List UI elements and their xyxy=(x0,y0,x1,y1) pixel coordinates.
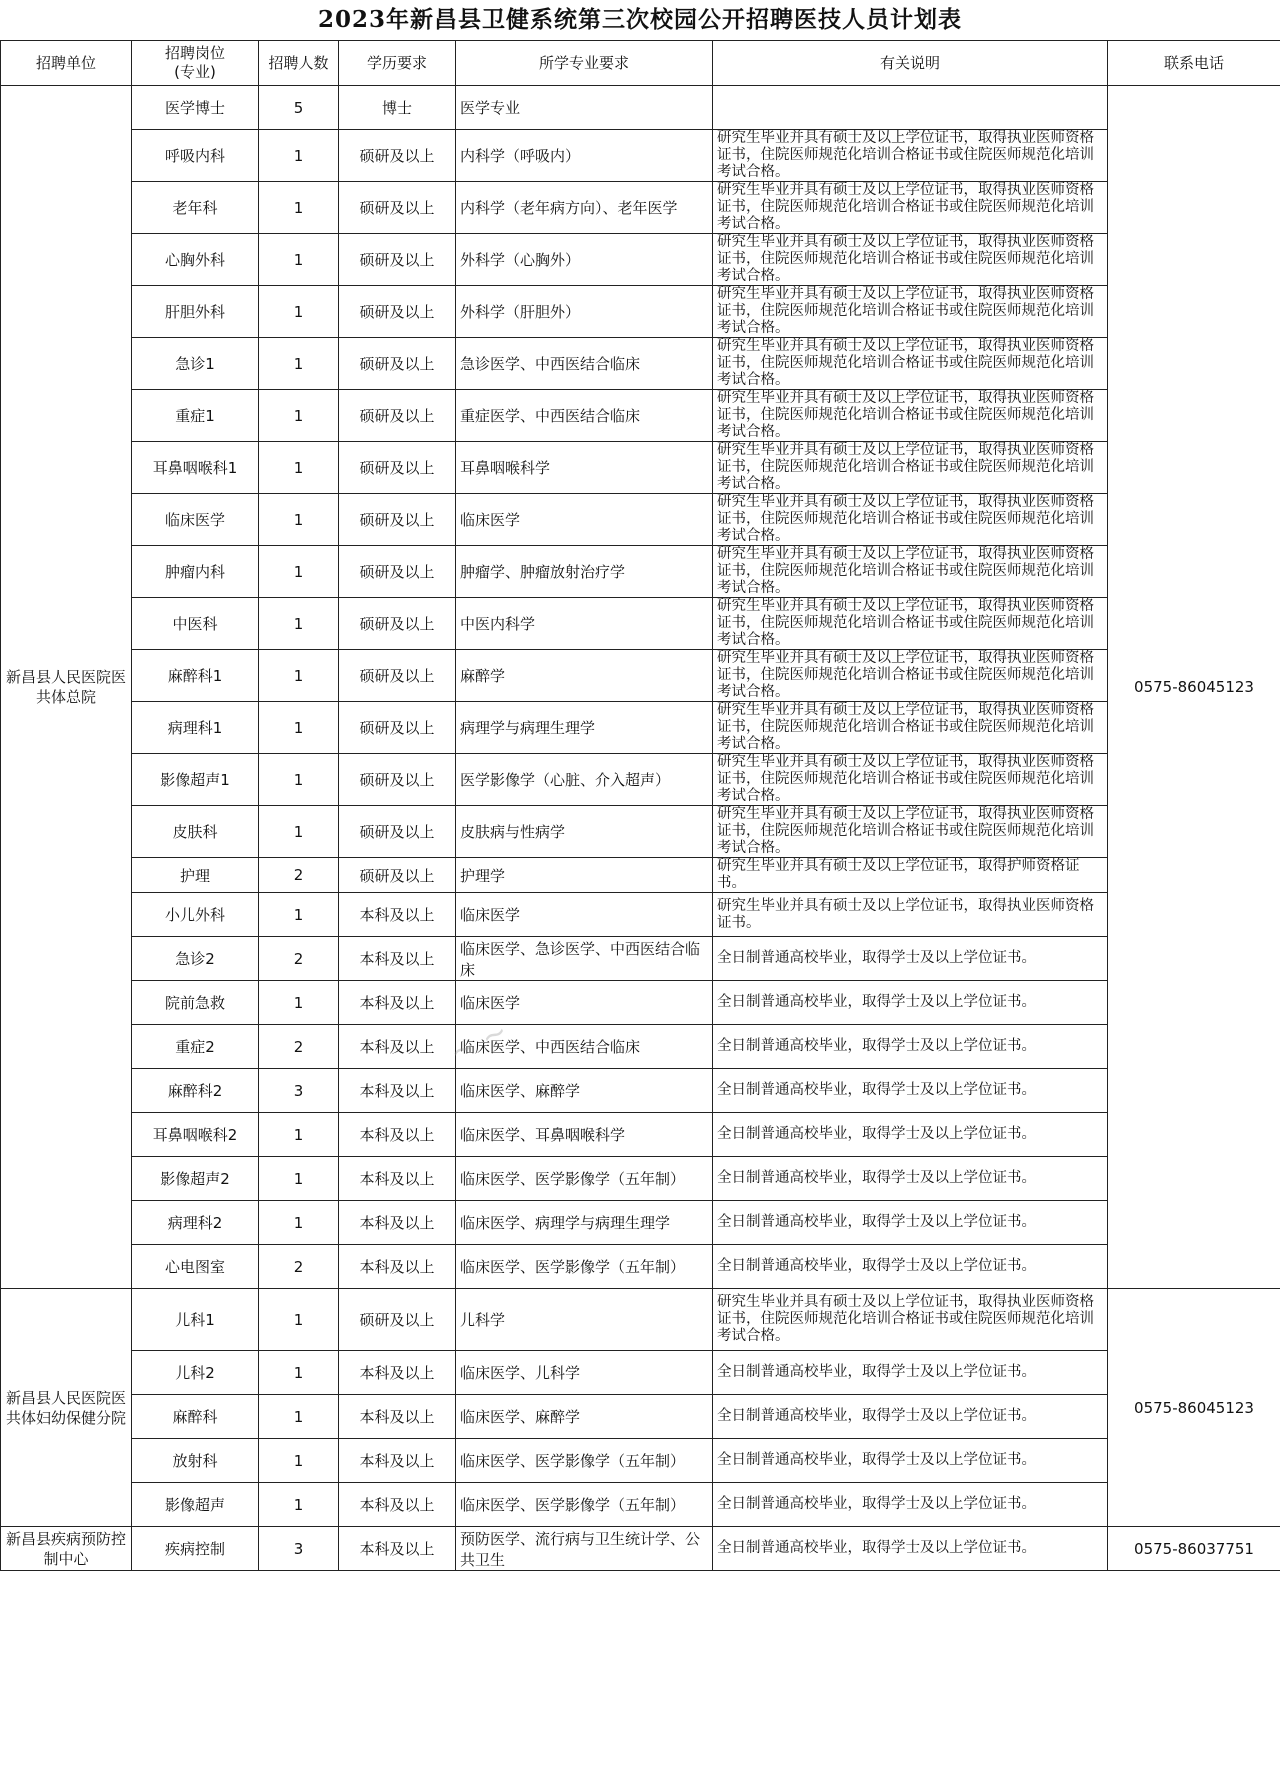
notes-cell: 研究生毕业并具有硕士及以上学位证书，取得执业医师资格证书，住院医师规范化培训合格证书或住院医师规范化培训考试合格。 xyxy=(713,130,1108,182)
position-cell: 病理科1 xyxy=(132,702,259,754)
position-cell: 小儿外科 xyxy=(132,893,259,937)
position-cell: 重症2 xyxy=(132,1025,259,1069)
table-row xyxy=(1,650,1280,702)
education-cell: 本科及以上 xyxy=(339,1483,456,1527)
header-phone: 联系电话 xyxy=(1108,41,1280,86)
count-cell: 1 xyxy=(259,546,339,598)
education-cell: 硕研及以上 xyxy=(339,338,456,390)
notes-cell: 研究生毕业并具有硕士及以上学位证书，取得执业医师资格证书，住院医师规范化培训合格证书或住院医师规范化培训考试合格。 xyxy=(713,494,1108,546)
major-cell: 临床医学、急诊医学、中西医结合临床 xyxy=(456,937,713,981)
notes-cell: 研究生毕业并具有硕士及以上学位证书，取得执业医师资格证书，住院医师规范化培训合格证书或住院医师规范化培训考试合格。 xyxy=(713,546,1108,598)
recruitment-table xyxy=(0,40,1280,1571)
education-cell: 本科及以上 xyxy=(339,1395,456,1439)
table-row xyxy=(1,1395,1280,1439)
position-cell: 临床医学 xyxy=(132,494,259,546)
count-cell: 1 xyxy=(259,702,339,754)
major-cell: 医学影像学（心脏、介入超声） xyxy=(456,754,713,806)
notes-cell: 全日制普通高校毕业，取得学士及以上学位证书。 xyxy=(713,1113,1108,1157)
major-cell: 中医内科学 xyxy=(456,598,713,650)
notes-cell: 全日制普通高校毕业，取得学士及以上学位证书。 xyxy=(713,981,1108,1025)
table-row xyxy=(1,1113,1280,1157)
count-cell: 1 xyxy=(259,1157,339,1201)
notes-cell: 研究生毕业并具有硕士及以上学位证书，取得执业医师资格证书，住院医师规范化培训合格证书或住院医师规范化培训考试合格。 xyxy=(713,806,1108,858)
education-cell: 硕研及以上 xyxy=(339,182,456,234)
major-cell: 临床医学、麻醉学 xyxy=(456,1069,713,1113)
position-cell: 耳鼻咽喉科1 xyxy=(132,442,259,494)
count-cell: 1 xyxy=(259,390,339,442)
position-cell: 影像超声1 xyxy=(132,754,259,806)
notes-cell: 全日制普通高校毕业，取得学士及以上学位证书。 xyxy=(713,1245,1108,1289)
position-cell: 中医科 xyxy=(132,598,259,650)
major-cell: 肿瘤学、肿瘤放射治疗学 xyxy=(456,546,713,598)
header-education: 学历要求 xyxy=(339,41,456,86)
position-cell: 肿瘤内科 xyxy=(132,546,259,598)
education-cell: 本科及以上 xyxy=(339,1069,456,1113)
position-cell: 心电图室 xyxy=(132,1245,259,1289)
notes-cell: 研究生毕业并具有硕士及以上学位证书，取得执业医师资格证书，住院医师规范化培训合格证书或住院医师规范化培训考试合格。 xyxy=(713,182,1108,234)
education-cell: 硕研及以上 xyxy=(339,806,456,858)
education-cell: 本科及以上 xyxy=(339,1351,456,1395)
position-cell: 疾病控制 xyxy=(132,1527,259,1571)
major-cell: 内科学（老年病方向）、老年医学 xyxy=(456,182,713,234)
table-row xyxy=(1,1025,1280,1069)
education-cell: 硕研及以上 xyxy=(339,130,456,182)
major-cell: 内科学（呼吸内） xyxy=(456,130,713,182)
watermark-icon: ~ ~ xyxy=(444,1013,514,1071)
education-cell: 硕研及以上 xyxy=(339,390,456,442)
position-cell: 儿科1 xyxy=(132,1289,259,1351)
notes-cell xyxy=(713,86,1108,130)
position-cell: 影像超声2 xyxy=(132,1157,259,1201)
table-row xyxy=(1,1201,1280,1245)
count-cell: 1 xyxy=(259,442,339,494)
unit-cell: 新昌县疾病预防控制中心 xyxy=(1,1527,132,1571)
position-cell: 呼吸内科 xyxy=(132,130,259,182)
header-position: 招聘岗位 (专业) xyxy=(132,41,259,86)
major-cell: 护理学 xyxy=(456,858,713,893)
position-cell: 心胸外科 xyxy=(132,234,259,286)
unit-cell: 新昌县人民医院医共体总院 xyxy=(1,86,132,1289)
education-cell: 本科及以上 xyxy=(339,1527,456,1571)
major-cell: 临床医学、医学影像学（五年制） xyxy=(456,1483,713,1527)
major-cell: 临床医学 xyxy=(456,981,713,1025)
count-cell: 1 xyxy=(259,130,339,182)
education-cell: 硕研及以上 xyxy=(339,650,456,702)
major-cell: 临床医学、医学影像学（五年制） xyxy=(456,1245,713,1289)
phone-cell: 0575-86045123 xyxy=(1108,1289,1280,1527)
unit-cell: 新昌县人民医院医共体妇幼保健分院 xyxy=(1,1289,132,1527)
table-row xyxy=(1,1351,1280,1395)
header-row xyxy=(1,41,1280,86)
position-cell: 耳鼻咽喉科2 xyxy=(132,1113,259,1157)
count-cell: 3 xyxy=(259,1069,339,1113)
table-row xyxy=(1,702,1280,754)
notes-cell: 研究生毕业并具有硕士及以上学位证书，取得执业医师资格证书，住院医师规范化培训合格证书或住院医师规范化培训考试合格。 xyxy=(713,286,1108,338)
table-row xyxy=(1,1289,1280,1351)
notes-cell: 全日制普通高校毕业，取得学士及以上学位证书。 xyxy=(713,1201,1108,1245)
position-cell: 急诊2 xyxy=(132,937,259,981)
table-row xyxy=(1,1069,1280,1113)
education-cell: 本科及以上 xyxy=(339,1025,456,1069)
notes-cell: 全日制普通高校毕业，取得学士及以上学位证书。 xyxy=(713,1439,1108,1483)
notes-cell: 研究生毕业并具有硕士及以上学位证书，取得执业医师资格证书，住院医师规范化培训合格证书或住院医师规范化培训考试合格。 xyxy=(713,650,1108,702)
table-row xyxy=(1,858,1280,893)
table-body xyxy=(1,86,1280,1571)
education-cell: 硕研及以上 xyxy=(339,754,456,806)
table-row xyxy=(1,1439,1280,1483)
education-cell: 本科及以上 xyxy=(339,1113,456,1157)
education-cell: 博士 xyxy=(339,86,456,130)
notes-cell: 研究生毕业并具有硕士及以上学位证书，取得执业医师资格证书，住院医师规范化培训合格证书或住院医师规范化培训考试合格。 xyxy=(713,442,1108,494)
position-cell: 老年科 xyxy=(132,182,259,234)
major-cell: 医学专业 xyxy=(456,86,713,130)
major-cell: 病理学与病理生理学 xyxy=(456,702,713,754)
notes-cell: 研究生毕业并具有硕士及以上学位证书，取得执业医师资格证书。 xyxy=(713,893,1108,937)
count-cell: 1 xyxy=(259,1483,339,1527)
major-cell: 外科学（心胸外） xyxy=(456,234,713,286)
count-cell: 1 xyxy=(259,893,339,937)
major-cell: 临床医学 xyxy=(456,494,713,546)
notes-cell: 研究生毕业并具有硕士及以上学位证书，取得执业医师资格证书，住院医师规范化培训合格证书或住院医师规范化培训考试合格。 xyxy=(713,390,1108,442)
position-cell: 放射科 xyxy=(132,1439,259,1483)
position-cell: 麻醉科1 xyxy=(132,650,259,702)
education-cell: 本科及以上 xyxy=(339,1157,456,1201)
notes-cell: 全日制普通高校毕业，取得学士及以上学位证书。 xyxy=(713,1351,1108,1395)
table-row xyxy=(1,86,1280,130)
table-row xyxy=(1,754,1280,806)
count-cell: 1 xyxy=(259,1113,339,1157)
notes-cell: 全日制普通高校毕业，取得学士及以上学位证书。 xyxy=(713,1483,1108,1527)
count-cell: 3 xyxy=(259,1527,339,1571)
table-row xyxy=(1,598,1280,650)
major-cell: 临床医学、医学影像学（五年制） xyxy=(456,1157,713,1201)
position-cell: 肝胆外科 xyxy=(132,286,259,338)
table-row xyxy=(1,182,1280,234)
education-cell: 硕研及以上 xyxy=(339,494,456,546)
education-cell: 硕研及以上 xyxy=(339,286,456,338)
notes-cell: 全日制普通高校毕业，取得学士及以上学位证书。 xyxy=(713,937,1108,981)
table-row xyxy=(1,130,1280,182)
position-cell: 医学博士 xyxy=(132,86,259,130)
major-cell: 外科学（肝胆外） xyxy=(456,286,713,338)
phone-cell: 0575-86037751 xyxy=(1108,1527,1280,1571)
table-row xyxy=(1,546,1280,598)
education-cell: 硕研及以上 xyxy=(339,858,456,893)
notes-cell: 研究生毕业并具有硕士及以上学位证书，取得执业医师资格证书，住院医师规范化培训合格证书或住院医师规范化培训考试合格。 xyxy=(713,598,1108,650)
position-cell: 院前急救 xyxy=(132,981,259,1025)
education-cell: 本科及以上 xyxy=(339,1245,456,1289)
major-cell: 临床医学、麻醉学 xyxy=(456,1395,713,1439)
header-count: 招聘人数 xyxy=(259,41,339,86)
table-row xyxy=(1,937,1280,981)
position-cell: 麻醉科 xyxy=(132,1395,259,1439)
major-cell: 重症医学、中西医结合临床 xyxy=(456,390,713,442)
major-cell: 临床医学 xyxy=(456,893,713,937)
notes-cell: 研究生毕业并具有硕士及以上学位证书，取得执业医师资格证书，住院医师规范化培训合格证书或住院医师规范化培训考试合格。 xyxy=(713,1289,1108,1351)
table-row xyxy=(1,981,1280,1025)
count-cell: 1 xyxy=(259,598,339,650)
major-cell: 临床医学、病理学与病理生理学 xyxy=(456,1201,713,1245)
position-cell: 护理 xyxy=(132,858,259,893)
header-notes: 有关说明 xyxy=(713,41,1108,86)
count-cell: 1 xyxy=(259,1289,339,1351)
major-cell: 预防医学、流行病与卫生统计学、公共卫生 xyxy=(456,1527,713,1571)
count-cell: 1 xyxy=(259,182,339,234)
count-cell: 1 xyxy=(259,650,339,702)
table-row xyxy=(1,442,1280,494)
major-cell: 皮肤病与性病学 xyxy=(456,806,713,858)
count-cell: 1 xyxy=(259,981,339,1025)
major-cell: 临床医学、耳鼻咽喉科学 xyxy=(456,1113,713,1157)
major-cell: 儿科学 xyxy=(456,1289,713,1351)
document-title: 2023年新昌县卫健系统第三次校园公开招聘医技人员计划表 xyxy=(317,6,962,33)
count-cell: 2 xyxy=(259,858,339,893)
education-cell: 硕研及以上 xyxy=(339,702,456,754)
count-cell: 5 xyxy=(259,86,339,130)
position-cell: 麻醉科2 xyxy=(132,1069,259,1113)
position-cell: 急诊1 xyxy=(132,338,259,390)
notes-cell: 研究生毕业并具有硕士及以上学位证书，取得执业医师资格证书，住院医师规范化培训合格证书或住院医师规范化培训考试合格。 xyxy=(713,754,1108,806)
position-cell: 病理科2 xyxy=(132,1201,259,1245)
count-cell: 1 xyxy=(259,286,339,338)
notes-cell: 研究生毕业并具有硕士及以上学位证书，取得护师资格证书。 xyxy=(713,858,1108,893)
position-cell: 影像超声 xyxy=(132,1483,259,1527)
education-cell: 本科及以上 xyxy=(339,1201,456,1245)
notes-cell: 研究生毕业并具有硕士及以上学位证书，取得执业医师资格证书，住院医师规范化培训合格证书或住院医师规范化培训考试合格。 xyxy=(713,702,1108,754)
major-cell: 耳鼻咽喉科学 xyxy=(456,442,713,494)
table-row xyxy=(1,286,1280,338)
education-cell: 硕研及以上 xyxy=(339,234,456,286)
education-cell: 硕研及以上 xyxy=(339,598,456,650)
major-cell: 临床医学、中西医结合临床 xyxy=(456,1025,713,1069)
notes-cell: 全日制普通高校毕业，取得学士及以上学位证书。 xyxy=(713,1527,1108,1571)
education-cell: 硕研及以上 xyxy=(339,1289,456,1351)
position-cell: 重症1 xyxy=(132,390,259,442)
notes-cell: 研究生毕业并具有硕士及以上学位证书，取得执业医师资格证书，住院医师规范化培训合格证书或住院医师规范化培训考试合格。 xyxy=(713,338,1108,390)
notes-cell: 全日制普通高校毕业，取得学士及以上学位证书。 xyxy=(713,1025,1108,1069)
education-cell: 本科及以上 xyxy=(339,893,456,937)
count-cell: 1 xyxy=(259,1395,339,1439)
major-cell: 麻醉学 xyxy=(456,650,713,702)
notes-cell: 全日制普通高校毕业，取得学士及以上学位证书。 xyxy=(713,1395,1108,1439)
table-row xyxy=(1,494,1280,546)
table-row xyxy=(1,234,1280,286)
count-cell: 1 xyxy=(259,806,339,858)
position-cell: 儿科2 xyxy=(132,1351,259,1395)
count-cell: 2 xyxy=(259,1025,339,1069)
education-cell: 硕研及以上 xyxy=(339,442,456,494)
table-row xyxy=(1,893,1280,937)
notes-cell: 全日制普通高校毕业，取得学士及以上学位证书。 xyxy=(713,1157,1108,1201)
major-cell: 临床医学、医学影像学（五年制） xyxy=(456,1439,713,1483)
count-cell: 2 xyxy=(259,1245,339,1289)
position-cell: 皮肤科 xyxy=(132,806,259,858)
notes-cell: 研究生毕业并具有硕士及以上学位证书，取得执业医师资格证书，住院医师规范化培训合格证书或住院医师规范化培训考试合格。 xyxy=(713,234,1108,286)
count-cell: 1 xyxy=(259,234,339,286)
education-cell: 本科及以上 xyxy=(339,1439,456,1483)
count-cell: 1 xyxy=(259,338,339,390)
count-cell: 1 xyxy=(259,494,339,546)
table-row xyxy=(1,1483,1280,1527)
education-cell: 硕研及以上 xyxy=(339,546,456,598)
education-cell: 本科及以上 xyxy=(339,937,456,981)
table-row xyxy=(1,1245,1280,1289)
header-major: 所学专业要求 xyxy=(456,41,713,86)
table-row xyxy=(1,1527,1280,1571)
education-cell: 本科及以上 xyxy=(339,981,456,1025)
table-row xyxy=(1,806,1280,858)
count-cell: 1 xyxy=(259,1439,339,1483)
phone-cell: 0575-86045123 xyxy=(1108,86,1280,1289)
table-row xyxy=(1,390,1280,442)
major-cell: 临床医学、儿科学 xyxy=(456,1351,713,1395)
notes-cell: 全日制普通高校毕业，取得学士及以上学位证书。 xyxy=(713,1069,1108,1113)
count-cell: 2 xyxy=(259,937,339,981)
table-row xyxy=(1,338,1280,390)
count-cell: 1 xyxy=(259,754,339,806)
header-unit: 招聘单位 xyxy=(1,41,132,86)
table-row xyxy=(1,1157,1280,1201)
count-cell: 1 xyxy=(259,1351,339,1395)
count-cell: 1 xyxy=(259,1201,339,1245)
major-cell: 急诊医学、中西医结合临床 xyxy=(456,338,713,390)
